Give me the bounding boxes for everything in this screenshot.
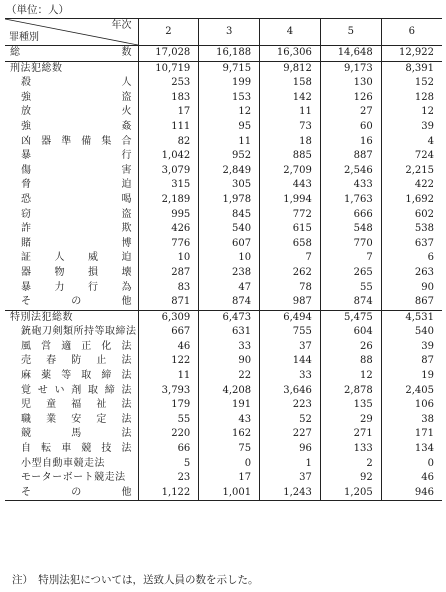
row-label-cell	[5, 413, 138, 428]
row-label-cell	[5, 120, 138, 135]
value-cell: 724	[381, 149, 442, 164]
value-cell: 1	[260, 457, 321, 472]
table-row	[5, 310, 442, 325]
footnote: 注） 特別法犯については，送致人員の数を示した。	[12, 574, 259, 586]
row-label: 小型自動車競走法	[21, 457, 105, 469]
value-cell: 4	[381, 135, 442, 150]
table-row	[5, 178, 442, 193]
value-cell: 96	[260, 442, 321, 457]
value-cell: 227	[260, 427, 321, 442]
value-cell: 885	[260, 149, 321, 164]
year-header: 6	[381, 19, 442, 46]
value-cell: 46	[381, 471, 442, 486]
value-cell: 106	[381, 398, 442, 413]
value-cell: 122	[138, 354, 199, 369]
table-row	[5, 398, 442, 413]
value-cell: 126	[320, 91, 381, 106]
value-cell: 88	[320, 354, 381, 369]
value-cell: 602	[381, 208, 442, 223]
value-cell: 60	[320, 120, 381, 135]
value-cell: 179	[138, 398, 199, 413]
value-cell: 199	[199, 76, 260, 91]
row-label: 児 童 福 祉 法	[21, 399, 132, 411]
value-cell: 75	[199, 442, 260, 457]
row-label: 窃 盗	[21, 208, 132, 220]
value-cell: 262	[260, 266, 321, 281]
value-cell: 1,243	[260, 486, 321, 501]
value-cell: 253	[138, 76, 199, 91]
value-cell: 92	[320, 471, 381, 486]
value-cell: 16	[320, 135, 381, 150]
value-cell: 2	[320, 457, 381, 472]
value-cell: 37	[260, 340, 321, 355]
value-cell: 11	[138, 369, 199, 384]
value-cell: 17,028	[138, 46, 199, 62]
row-label: 脅 迫	[21, 179, 132, 191]
value-cell: 111	[138, 120, 199, 135]
value-cell: 6,494	[260, 310, 321, 325]
table-row	[5, 91, 442, 106]
value-cell: 134	[381, 442, 442, 457]
row-label-cell	[5, 105, 138, 120]
row-label-cell	[5, 193, 138, 208]
value-cell: 8,391	[381, 61, 442, 76]
value-cell: 2,405	[381, 384, 442, 399]
row-label: 暴 力 行 為	[21, 281, 132, 293]
value-cell: 82	[138, 135, 199, 150]
value-cell: 16,188	[199, 46, 260, 62]
table-row	[5, 413, 442, 428]
value-cell: 27	[320, 105, 381, 120]
value-cell: 33	[199, 340, 260, 355]
row-label-cell	[5, 398, 138, 413]
column-axis-label: 年次	[111, 20, 132, 31]
row-label-cell	[5, 384, 138, 399]
row-label-cell	[5, 295, 138, 310]
row-label: 特別法犯総数	[10, 311, 73, 323]
value-cell: 22	[199, 369, 260, 384]
value-cell: 16,306	[260, 46, 321, 62]
value-cell: 952	[199, 149, 260, 164]
value-cell: 3,793	[138, 384, 199, 399]
value-cell: 9,812	[260, 61, 321, 76]
row-label-cell	[5, 457, 138, 472]
value-cell: 1,042	[138, 149, 199, 164]
value-cell: 887	[320, 149, 381, 164]
row-label: 自 転 車 競 技 法	[21, 443, 132, 455]
row-label: 麻 薬 等 取 締 法	[21, 370, 132, 382]
value-cell: 3,646	[260, 384, 321, 399]
row-label-cell	[5, 46, 138, 62]
value-cell: 37	[260, 471, 321, 486]
value-cell: 38	[381, 413, 442, 428]
value-cell: 46	[138, 340, 199, 355]
table-row	[5, 76, 442, 91]
table-row	[5, 105, 442, 120]
table-body	[5, 46, 442, 501]
value-cell: 1,122	[138, 486, 199, 501]
unit-label: （単位：人）	[6, 4, 69, 16]
value-cell: 171	[381, 427, 442, 442]
row-label: 器 物 損 壊	[21, 266, 132, 278]
value-cell: 548	[320, 222, 381, 237]
value-cell: 1,994	[260, 193, 321, 208]
row-label-cell	[5, 281, 138, 296]
value-cell: 11	[260, 105, 321, 120]
row-label: 刑法犯総数	[10, 62, 63, 74]
table-row	[5, 193, 442, 208]
row-label-cell	[5, 310, 138, 325]
row-axis-label: 罪種別	[9, 32, 39, 43]
value-cell: 133	[320, 442, 381, 457]
table-row	[5, 164, 442, 179]
table-row	[5, 486, 442, 501]
value-cell: 5,475	[320, 310, 381, 325]
value-cell: 2,878	[320, 384, 381, 399]
row-label-cell	[5, 61, 138, 76]
value-cell: 667	[138, 325, 199, 340]
value-cell: 78	[260, 281, 321, 296]
value-cell: 10,719	[138, 61, 199, 76]
value-cell: 162	[199, 427, 260, 442]
value-cell: 191	[199, 398, 260, 413]
value-cell: 6	[381, 251, 442, 266]
table-row	[5, 295, 442, 310]
value-cell: 772	[260, 208, 321, 223]
value-cell: 658	[260, 237, 321, 252]
table-row	[5, 354, 442, 369]
value-cell: 223	[260, 398, 321, 413]
value-cell: 5	[138, 457, 199, 472]
row-label-cell	[5, 340, 138, 355]
table-row	[5, 46, 442, 62]
value-cell: 2,189	[138, 193, 199, 208]
row-label: 売 春 防 止 法	[21, 355, 132, 367]
value-cell: 631	[199, 325, 260, 340]
table-row	[5, 384, 442, 399]
value-cell: 52	[260, 413, 321, 428]
value-cell: 87	[381, 354, 442, 369]
row-label-cell	[5, 354, 138, 369]
row-label: 証 人 威 迫	[21, 252, 132, 264]
value-cell: 14,648	[320, 46, 381, 62]
table-row	[5, 442, 442, 457]
value-cell: 540	[199, 222, 260, 237]
table-row	[5, 340, 442, 355]
value-cell: 142	[260, 91, 321, 106]
value-cell: 770	[320, 237, 381, 252]
table-row	[5, 251, 442, 266]
row-label-cell	[5, 149, 138, 164]
value-cell: 55	[138, 413, 199, 428]
table-row	[5, 281, 442, 296]
value-cell: 433	[320, 178, 381, 193]
row-label-cell	[5, 237, 138, 252]
table-row	[5, 325, 442, 340]
value-cell: 11	[199, 135, 260, 150]
row-label-cell	[5, 164, 138, 179]
value-cell: 10	[199, 251, 260, 266]
crime-statistics-table	[5, 18, 442, 501]
table-row	[5, 149, 442, 164]
table-row	[5, 369, 442, 384]
row-label: 風 営 適 正 化 法	[21, 340, 132, 352]
row-label: 詐 欺	[21, 223, 132, 235]
table-row	[5, 222, 442, 237]
value-cell: 153	[199, 91, 260, 106]
row-label: 銃砲刀剣類所持等取締法	[21, 326, 137, 338]
value-cell: 604	[320, 325, 381, 340]
value-cell: 90	[199, 354, 260, 369]
table-row	[5, 208, 442, 223]
value-cell: 26	[320, 340, 381, 355]
value-cell: 4,531	[381, 310, 442, 325]
year-header: 5	[320, 19, 381, 46]
table-row	[5, 457, 442, 472]
value-cell: 1,978	[199, 193, 260, 208]
value-cell: 1,001	[199, 486, 260, 501]
value-cell: 183	[138, 91, 199, 106]
row-label-cell	[5, 208, 138, 223]
value-cell: 2,849	[199, 164, 260, 179]
row-label: 強 姦	[21, 120, 132, 132]
corner-header-cell	[5, 19, 138, 46]
value-cell: 220	[138, 427, 199, 442]
value-cell: 95	[199, 120, 260, 135]
value-cell: 43	[199, 413, 260, 428]
value-cell: 422	[381, 178, 442, 193]
value-cell: 263	[381, 266, 442, 281]
value-cell: 871	[138, 295, 199, 310]
value-cell: 130	[320, 76, 381, 91]
value-cell: 874	[199, 295, 260, 310]
value-cell: 315	[138, 178, 199, 193]
value-cell: 3,079	[138, 164, 199, 179]
value-cell: 615	[260, 222, 321, 237]
row-label-cell	[5, 325, 138, 340]
value-cell: 443	[260, 178, 321, 193]
row-label-cell	[5, 442, 138, 457]
value-cell: 55	[320, 281, 381, 296]
value-cell: 90	[381, 281, 442, 296]
value-cell: 4,208	[199, 384, 260, 399]
value-cell: 2,709	[260, 164, 321, 179]
table-row	[5, 266, 442, 281]
value-cell: 305	[199, 178, 260, 193]
value-cell: 23	[138, 471, 199, 486]
value-cell: 17	[138, 105, 199, 120]
value-cell: 946	[381, 486, 442, 501]
value-cell: 29	[320, 413, 381, 428]
value-cell: 39	[381, 340, 442, 355]
table-row	[5, 237, 442, 252]
row-label-cell	[5, 135, 138, 150]
row-label-cell	[5, 222, 138, 237]
value-cell: 9,173	[320, 61, 381, 76]
value-cell: 287	[138, 266, 199, 281]
value-cell: 426	[138, 222, 199, 237]
value-cell: 39	[381, 120, 442, 135]
row-label: 暴 行	[21, 150, 132, 162]
table-header-row	[5, 19, 442, 46]
row-label-cell	[5, 76, 138, 91]
value-cell: 73	[260, 120, 321, 135]
row-label: 凶 器 準 備 集 合	[21, 135, 132, 147]
value-cell: 7	[260, 251, 321, 266]
row-label-cell	[5, 471, 138, 486]
value-cell: 0	[381, 457, 442, 472]
value-cell: 0	[199, 457, 260, 472]
value-cell: 755	[260, 325, 321, 340]
year-header: 2	[138, 19, 199, 46]
value-cell: 12	[320, 369, 381, 384]
value-cell: 12,922	[381, 46, 442, 62]
row-label: 覚 せ い 剤 取 締 法	[21, 384, 132, 396]
value-cell: 867	[381, 295, 442, 310]
value-cell: 607	[199, 237, 260, 252]
value-cell: 17	[199, 471, 260, 486]
year-header: 3	[199, 19, 260, 46]
value-cell: 2,215	[381, 164, 442, 179]
value-cell: 1,205	[320, 486, 381, 501]
row-label: そ の 他	[21, 486, 132, 498]
row-label-cell	[5, 91, 138, 106]
row-label: 放 火	[21, 106, 132, 118]
value-cell: 12	[199, 105, 260, 120]
row-label: モーターボート競走法	[21, 472, 126, 484]
value-cell: 987	[260, 295, 321, 310]
row-label-cell	[5, 266, 138, 281]
value-cell: 18	[260, 135, 321, 150]
value-cell: 9,715	[199, 61, 260, 76]
value-cell: 995	[138, 208, 199, 223]
value-cell: 47	[199, 281, 260, 296]
table-row	[5, 471, 442, 486]
table-row	[5, 427, 442, 442]
value-cell: 144	[260, 354, 321, 369]
value-cell: 1,692	[381, 193, 442, 208]
table-row	[5, 135, 442, 150]
value-cell: 66	[138, 442, 199, 457]
row-label: 賭 博	[21, 237, 132, 249]
value-cell: 637	[381, 237, 442, 252]
value-cell: 135	[320, 398, 381, 413]
value-cell: 152	[381, 76, 442, 91]
value-cell: 83	[138, 281, 199, 296]
table-row	[5, 61, 442, 76]
value-cell: 2,546	[320, 164, 381, 179]
value-cell: 12	[381, 105, 442, 120]
value-cell: 7	[320, 251, 381, 266]
value-cell: 6,309	[138, 310, 199, 325]
value-cell: 666	[320, 208, 381, 223]
row-label: 強 盗	[21, 91, 132, 103]
value-cell: 10	[138, 251, 199, 266]
row-label-cell	[5, 369, 138, 384]
row-label: 職 業 安 定 法	[21, 413, 132, 425]
value-cell: 845	[199, 208, 260, 223]
value-cell: 776	[138, 237, 199, 252]
value-cell: 1,763	[320, 193, 381, 208]
row-label: 恐 喝	[21, 193, 132, 205]
table-row	[5, 120, 442, 135]
row-label: 傷 害	[21, 164, 132, 176]
value-cell: 6,473	[199, 310, 260, 325]
value-cell: 271	[320, 427, 381, 442]
value-cell: 128	[381, 91, 442, 106]
row-label: 殺 人	[21, 77, 132, 89]
value-cell: 538	[381, 222, 442, 237]
row-label: 総 数	[10, 47, 132, 58]
value-cell: 33	[260, 369, 321, 384]
value-cell: 19	[381, 369, 442, 384]
value-cell: 874	[320, 295, 381, 310]
row-label: 競 馬 法	[21, 428, 132, 440]
row-label-cell	[5, 486, 138, 501]
value-cell: 158	[260, 76, 321, 91]
row-label-cell	[5, 178, 138, 193]
value-cell: 238	[199, 266, 260, 281]
row-label-cell	[5, 251, 138, 266]
row-label: そ の 他	[21, 296, 132, 308]
row-label-cell	[5, 427, 138, 442]
year-header: 4	[260, 19, 321, 46]
value-cell: 265	[320, 266, 381, 281]
value-cell: 540	[381, 325, 442, 340]
